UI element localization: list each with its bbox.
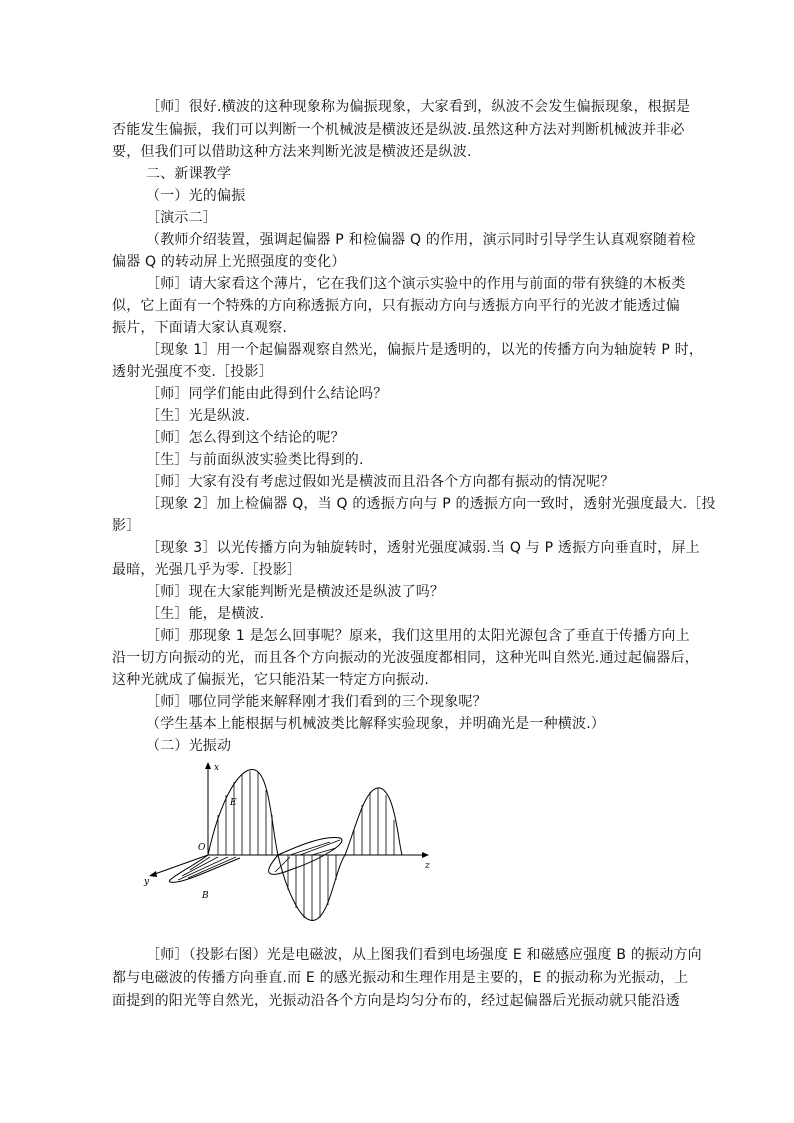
b-field-label: B [202,891,209,901]
origin-label: O [198,843,206,853]
e-field-label: E [230,798,237,808]
b-field-wave [169,855,240,882]
text-line: ［师］大家有没有考虑过假如光是横波而且沿各个方向都有振动的情况呢？ [146,474,615,490]
subsection-heading: （一）光的偏振 [146,188,246,204]
text-line: 否能发生偏振，我们可以判断一个机械波是横波还是纵波.虽然这种方法对判断机械波并非必 [112,122,685,138]
y-axis [152,855,208,875]
text-line: ［师］（投影右图）光是电磁波，从上图我们看到电场强度 E 和磁感应强度 B 的振动方向 [146,947,702,963]
text-line: ［现象 2］加上检偏器 Q，当 Q 的透振方向与 P 的透振方向一致时，透射光强度最大.［投 [146,496,716,512]
text-line: ［生］能，是横波. [146,606,265,622]
text-line: 振片，下面请大家认真观察. [112,320,288,336]
z-axis-arrow [422,852,429,858]
text-line: （教师介绍装置，强调起偏器 P 和检偏器 Q 的作用，演示同时引导学生认真观察随着检 [146,232,696,248]
em-wave-figure [140,760,440,930]
text-line: ［师］哪位同学能来解释刚才我们看到的三个现象呢？ [146,694,487,710]
text-line: ［现象 1］用一个起偏器观察自然光，偏振片是透明的，以光的传播方向为轴旋转 P 时， [146,342,704,358]
text-line: 似，它上面有一个特殊的方向称透振方向，只有振动方向与透振方向平行的光波才能透过偏 [112,298,680,314]
text-line: 要，但我们可以借助这种方法来判断光波是横波还是纵波. [112,144,472,160]
y-axis-label: y [144,877,150,887]
text-line: ［师］很好.横波的这种现象称为偏振现象，大家看到，纵波不会发生偏振现象，根据是 [146,99,691,115]
z-axis-label: z [425,861,430,871]
y-axis-arrow [149,871,157,877]
subsection-heading: （二）光振动 [146,738,232,754]
text-line: ［师］那现象 1 是怎么回事呢？原来，我们这里用的太阳光源包含了垂直于传播方向上 [146,628,690,644]
text-line: ［师］怎么得到这个结论的呢？ [146,430,345,446]
text-line: ［现象 3］以光传播方向为轴旋转时，透射光强度减弱.当 Q 与 P 透振方向垂直时，屏上 [146,540,700,556]
section-heading: 二、新课教学 [146,166,232,182]
text-line: 最暗，光强几乎为零.［投影］ [112,562,302,578]
text-line: 偏器 Q 的转动屏上光照强度的变化） [112,254,346,270]
e-field-arrows [218,771,394,921]
text-line: ［师］同学们能由此得到什么结论吗？ [146,386,388,402]
e-field-wave-2 [345,788,402,855]
text-line: 这种光就成了偏振光，它只能沿某一特定方向振动. [112,672,430,688]
demo-label: ［演示二］ [146,210,217,226]
text-line: 沿一切方向振动的光，而且各个方向振动的光波强度都相同，这种光叫自然光.通过起偏器后， [112,650,699,666]
e-field-wave [208,770,345,921]
text-line: ［生］光是纵波. [146,408,251,424]
x-axis-label: x [214,763,220,773]
text-line: 透射光强度不变.［投影］ [112,364,273,380]
text-line: ［师］请大家看这个薄片，它在我们这个演示实验中的作用与前面的带有狭缝的木板类 [146,276,686,292]
text-line: 面提到的阳光等自然光，光振动沿各个方向是均匀分布的，经过起偏器后光振动就只能沿透 [112,993,680,1009]
text-line: 都与电磁波的传播方向垂直.而 E 的感光振动和生理作用是主要的，E 的振动称为光振动，上 [112,970,689,986]
text-line: 影］ [112,518,141,534]
text-line: ［生］与前面纵波实验类比得到的. [146,452,364,468]
text-line: （学生基本上能根据与机械波类比解释实验现象，并明确光是一种横波.） [146,716,606,732]
text-line: ［师］现在大家能判断光是横波还是纵波了吗？ [146,584,445,600]
x-axis-arrow [205,762,211,769]
